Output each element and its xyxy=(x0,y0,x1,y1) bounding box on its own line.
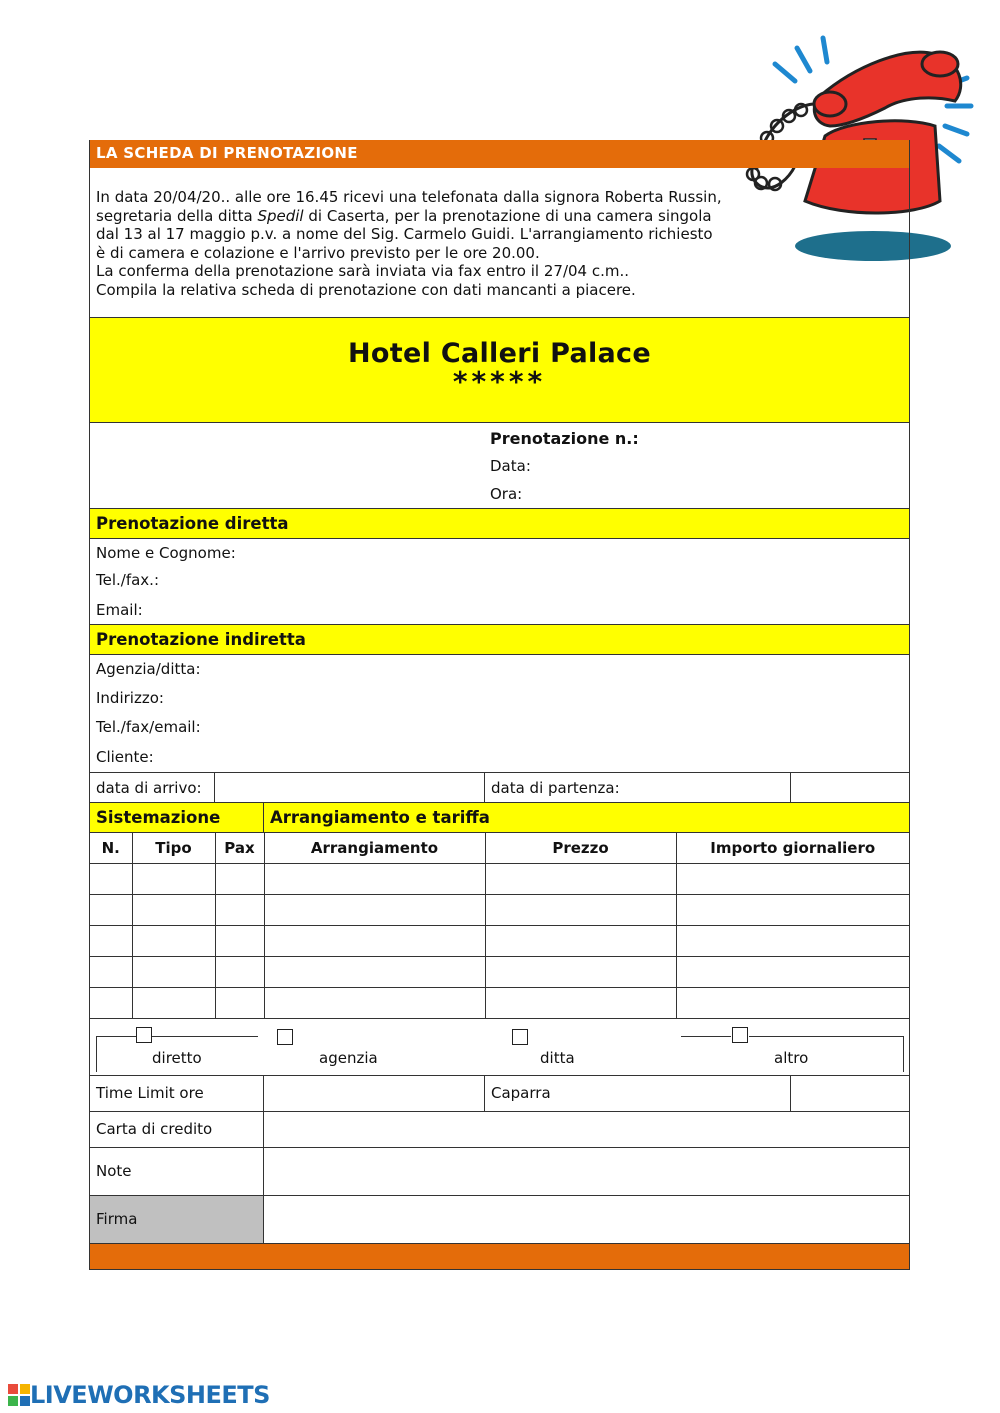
col-importo: Importo giornaliero xyxy=(676,833,909,863)
section-header-row xyxy=(90,803,909,833)
signature-label: Firma xyxy=(90,1196,264,1243)
agency-label: Agenzia/ditta: xyxy=(96,660,201,678)
time-limit-input[interactable] xyxy=(264,1076,485,1111)
table-cell[interactable] xyxy=(676,894,909,925)
arrival-input[interactable] xyxy=(215,773,485,802)
notes-row xyxy=(90,1148,909,1196)
table-cell[interactable] xyxy=(264,925,485,956)
table-cell[interactable] xyxy=(485,987,676,1018)
time-limit-row xyxy=(90,1076,909,1112)
table-cell[interactable] xyxy=(215,894,264,925)
direct-booking-header: Prenotazione diretta xyxy=(90,509,909,539)
email-label: Email: xyxy=(96,601,143,619)
table-row xyxy=(90,894,909,925)
channel-company-label: ditta xyxy=(540,1048,575,1067)
table-row xyxy=(90,925,909,956)
table-cell[interactable] xyxy=(90,863,132,894)
table-cell[interactable] xyxy=(90,956,132,987)
credit-card-label: Carta di credito xyxy=(90,1112,264,1147)
channel-direct-label: diretto xyxy=(152,1048,202,1067)
departure-label: data di partenza: xyxy=(485,773,791,802)
hotel-name: Hotel Calleri Palace xyxy=(348,338,651,369)
table-cell[interactable] xyxy=(676,925,909,956)
table-cell[interactable] xyxy=(215,925,264,956)
direct-booking-fields xyxy=(90,539,909,625)
table-cell[interactable] xyxy=(90,987,132,1018)
col-tipo: Tipo xyxy=(132,833,215,863)
channel-agency-label: agenzia xyxy=(319,1048,378,1067)
booking-channel-options xyxy=(90,1019,909,1076)
deposit-input[interactable] xyxy=(791,1076,909,1111)
address-label: Indirizzo: xyxy=(96,689,164,707)
tel-label: Tel./fax.: xyxy=(96,571,160,589)
col-arrangiamento: Arrangiamento xyxy=(264,833,485,863)
table-cell[interactable] xyxy=(132,863,215,894)
table-cell[interactable] xyxy=(132,987,215,1018)
signature-input[interactable] xyxy=(264,1196,909,1243)
table-cell[interactable] xyxy=(676,956,909,987)
contact-label: Tel./fax/email: xyxy=(96,718,201,736)
channel-other-checkbox[interactable] xyxy=(732,1027,748,1043)
reservation-time-label: Ora: xyxy=(490,485,523,503)
table-cell[interactable] xyxy=(90,925,132,956)
form-title: LA SCHEDA DI PRENOTAZIONE xyxy=(90,140,909,168)
dates-row xyxy=(90,773,909,803)
table-cell[interactable] xyxy=(485,894,676,925)
table-row xyxy=(90,987,909,1018)
table-row xyxy=(90,956,909,987)
table-cell[interactable] xyxy=(132,956,215,987)
arrival-label: data di arrivo: xyxy=(90,773,215,802)
credit-card-input[interactable] xyxy=(264,1112,909,1147)
hotel-header xyxy=(90,318,909,423)
reservation-date-label: Data: xyxy=(490,457,531,475)
table-cell[interactable] xyxy=(485,956,676,987)
credit-card-row xyxy=(90,1112,909,1148)
reservation-info xyxy=(90,423,909,509)
departure-input[interactable] xyxy=(791,773,909,802)
rates-table xyxy=(90,833,909,1019)
hotel-stars: ***** xyxy=(452,365,547,398)
col-pax: Pax xyxy=(215,833,264,863)
booking-form xyxy=(89,140,910,1270)
col-prezzo: Prezzo xyxy=(485,833,676,863)
client-label: Cliente: xyxy=(96,748,154,766)
table-row xyxy=(90,863,909,894)
table-cell[interactable] xyxy=(264,863,485,894)
reservation-number-label: Prenotazione n.: xyxy=(490,429,639,448)
table-cell[interactable] xyxy=(90,894,132,925)
table-cell[interactable] xyxy=(485,863,676,894)
table-cell[interactable] xyxy=(132,925,215,956)
table-header-row xyxy=(90,833,909,863)
signature-row xyxy=(90,1196,909,1244)
table-cell[interactable] xyxy=(264,987,485,1018)
deposit-label: Caparra xyxy=(485,1076,791,1111)
channel-agency-checkbox[interactable] xyxy=(277,1029,293,1045)
liveworksheets-logo xyxy=(8,1380,270,1410)
col-n: N. xyxy=(90,833,132,863)
name-label: Nome e Cognome: xyxy=(96,544,236,562)
arrangement-header: Arrangiamento e tariffa xyxy=(270,808,490,827)
footer-bar xyxy=(90,1244,909,1269)
notes-label: Note xyxy=(90,1148,264,1195)
table-cell[interactable] xyxy=(676,987,909,1018)
channel-other-label: altro xyxy=(774,1048,809,1067)
table-cell[interactable] xyxy=(264,894,485,925)
time-limit-label: Time Limit ore xyxy=(90,1076,264,1111)
table-cell[interactable] xyxy=(676,863,909,894)
table-cell[interactable] xyxy=(132,894,215,925)
table-cell[interactable] xyxy=(215,956,264,987)
accommodation-header: Sistemazione xyxy=(90,803,264,832)
table-cell[interactable] xyxy=(215,987,264,1018)
notes-input[interactable] xyxy=(264,1148,909,1195)
brand-name: LIVEWORKSHEETS xyxy=(30,1381,270,1409)
instructions: In data 20/04/20.. alle ore 16.45 ricevi una telefonata dalla signora Roberta Russin, segretaria della ditta Spedil di Caserta, per la prenotazione di una camera singola dal 13 al 17 maggio p.v. a nome del Sig. Carmelo Guidi. L'arrangiamento richiesto è di camera e colazione e l'arrivo previsto per le ore 20.00. La conferma della prenotazione sarà inviata via fax entro il 27/04 c.m.. Compila la relativa scheda di prenotazione con dati mancanti a piacere. xyxy=(90,168,909,318)
channel-direct-checkbox[interactable] xyxy=(136,1027,152,1043)
indirect-booking-fields xyxy=(90,655,909,773)
indirect-booking-header: Prenotazione indiretta xyxy=(90,625,909,655)
channel-company-checkbox[interactable] xyxy=(512,1029,528,1045)
logo-blocks-icon xyxy=(8,1384,30,1406)
table-cell[interactable] xyxy=(485,925,676,956)
table-cell[interactable] xyxy=(264,956,485,987)
table-cell[interactable] xyxy=(215,863,264,894)
